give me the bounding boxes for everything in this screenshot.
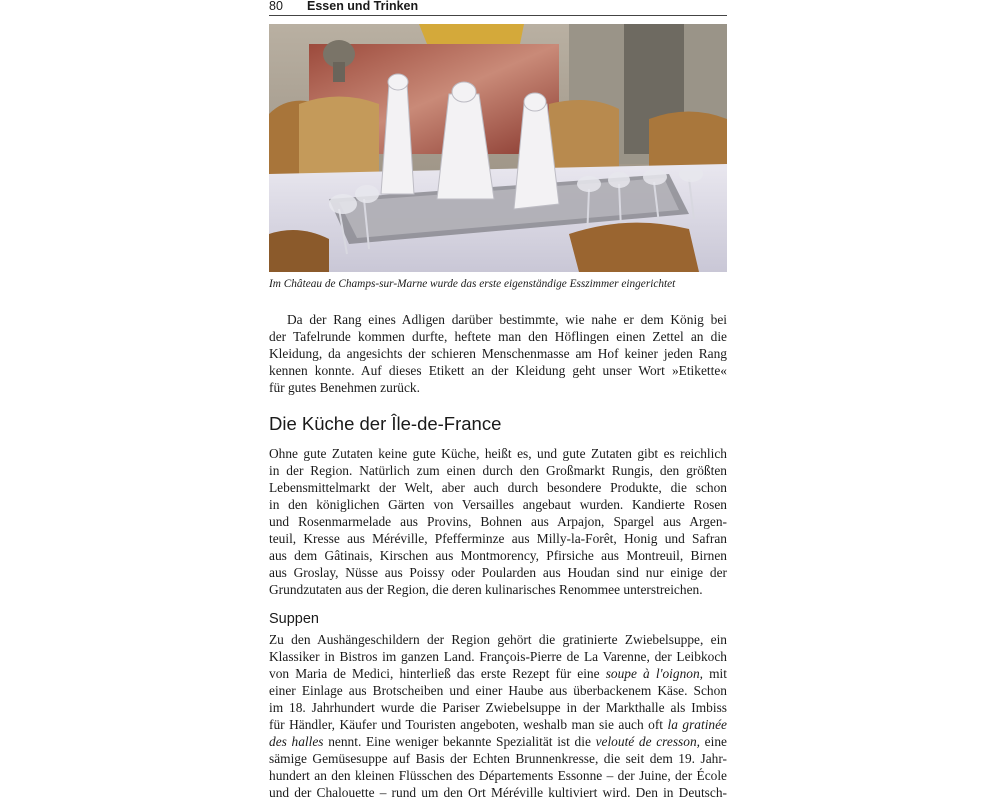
soup-paragraph xyxy=(269,631,727,801)
text-line: hundert an den kleinen Flüsschen des Départements Essonne – der Juine, der École xyxy=(269,768,727,783)
text-line: Lebensmittelmarkt der Welt, aber auch durch besondere Produkte, die schon xyxy=(269,480,727,495)
subheading-suppen: Suppen xyxy=(269,611,319,627)
italic-term: velouté de cresson, xyxy=(595,734,700,749)
text-line: der Tafelrunde kommen durfte, heftete man den Höflingen einen Zettel an die xyxy=(269,329,727,344)
text-line: Zu den Aushängeschildern der Region gehört die gratinierte Zwiebelsuppe, ein xyxy=(269,632,727,647)
text-line: aus Groslay, Nüsse aus Poissy oder Poularden aus Houdan sind nur einige der xyxy=(269,565,727,580)
section-heading: Die Küche der Île-de-France xyxy=(269,413,502,434)
text-line xyxy=(269,733,727,750)
text-line: teuil, Kresse aus Méréville, Pfefferminze aus Milly-la-Forêt, Honig und Safran xyxy=(269,531,727,546)
text-line: Grundzutaten aus der Region, die deren kulinarisches Renommee unterstreichen. xyxy=(269,582,703,597)
text-line: Kleidung, da angesichts der schieren Menschenmasse am Hof keiner jeden Rang xyxy=(269,346,727,361)
text-line: Ohne gute Zutaten keine gute Küche, heißt es, und gute Zutaten gibt es reichlich xyxy=(269,446,727,461)
section-title: Essen und Trinken xyxy=(307,0,419,13)
text-run: nennt. Eine weniger bekannte Spezialität ist die xyxy=(323,734,596,749)
text-line: in der Region. Natürlich zum einen durch den Großmarkt Rungis, den größten xyxy=(269,463,727,478)
text-run: eine xyxy=(700,734,727,749)
photo-caption: Im Château de Champs-sur-Marne wurde das erste eigenständige Esszimmer eingerichtet xyxy=(269,278,676,290)
text-line: im 18. Jahrhundert wurde die Pariser Zwiebelsuppe in der Markthalle als Imbiss xyxy=(269,700,727,715)
italic-term: des halles xyxy=(269,734,324,749)
page-number: 80 xyxy=(269,0,283,13)
italic-term: soupe à l'oignon, xyxy=(605,666,704,681)
text-run: für Händler, Käufer und Touristen angeboten, weshalb man sie auch oft xyxy=(269,717,668,732)
text-line: Klassiker in Bistros im ganzen Land. François-Pierre de La Varenne, der Leibkoch xyxy=(269,649,727,664)
italic-term: la gratinée xyxy=(667,717,727,732)
dining-room-photo xyxy=(269,24,727,272)
text-line: Da der Rang eines Adligen darüber bestimmte, wie nahe er dem König bei xyxy=(287,312,727,327)
section-paragraph xyxy=(269,445,727,598)
text-line: und Rosenmarmelade aus Provins, Bohnen aus Arpajon, Spargel aus Argen- xyxy=(269,514,727,529)
text-run: von Maria de Medici, hinterließ das erste Rezept für eine xyxy=(269,666,606,681)
text-line xyxy=(269,716,727,733)
running-header xyxy=(269,0,727,16)
text-line: einer Einlage aus Brotscheiben und einer Haube aus überbackenem Käse. Schon xyxy=(269,683,727,698)
text-line: sämige Gemüsesuppe auf Basis der Echten Brunnenkresse, die seit dem 19. Jahr- xyxy=(269,751,727,766)
text-line: aus dem Gâtinais, Kirschen aus Montmorency, Pfirsiche aus Montreuil, Birnen xyxy=(269,548,727,563)
intro-paragraph xyxy=(269,311,727,396)
text-line: für gutes Benehmen zurück. xyxy=(269,380,420,395)
text-line: in den königlichen Gärten von Versailles angebaut wurden. Kandierte Rosen xyxy=(269,497,727,512)
text-run: mit xyxy=(703,666,727,681)
text-line: kennen konnte. Auf dieses Etikett an der Kleidung geht unser Wort »Etikette« xyxy=(269,363,727,378)
text-line: und der Chalouette – rund um den Ort Méréville kultiviert wird. Den in Deutsch- xyxy=(269,785,727,800)
text-line xyxy=(269,665,727,682)
